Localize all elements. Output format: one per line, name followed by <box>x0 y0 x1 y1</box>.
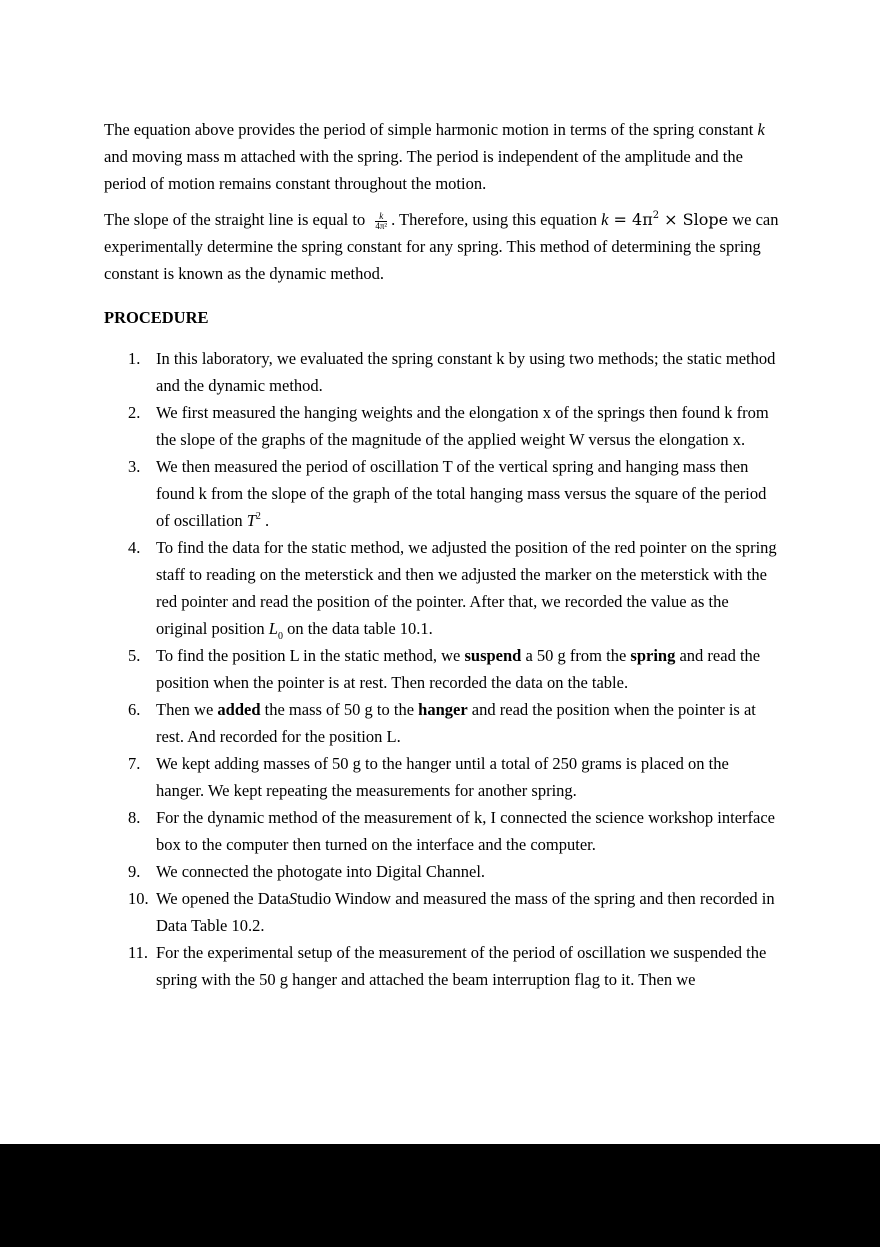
procedure-step-10 <box>104 885 780 939</box>
variable-k: k <box>757 120 765 139</box>
step-text: In this laboratory, we evaluated the spring constant k by using two methods; the static method and the dynamic method. <box>156 349 776 395</box>
step-number: 1. <box>128 349 141 368</box>
paragraph-period-explanation <box>104 116 780 197</box>
step-number: 10. <box>128 889 149 908</box>
step-text: For the dynamic method of the measurement of k, I connected the science workshop interface box to the computer then turned on the interface and the computer. <box>156 808 775 854</box>
variable-L: L <box>268 619 278 638</box>
text: we can experimentally determine the spring constant for any spring. This method of determining the spring constant is known as the dynamic method. <box>104 210 779 283</box>
procedure-step-9 <box>104 858 780 885</box>
page-content <box>104 116 780 993</box>
eq-times: × <box>659 210 683 229</box>
eq-4pi: = 4π <box>608 210 653 229</box>
step-text: For the experimental setup of the measurement of the period of oscillation we suspended the spring with the 50 g hanger and attached the beam interruption flag to it. Then we <box>156 943 767 989</box>
procedure-step-8 <box>104 804 780 858</box>
step-text: We opened the Data <box>156 889 289 908</box>
step-text: a 50 g from the <box>521 646 631 665</box>
procedure-step-7 <box>104 750 780 804</box>
variable-T: T <box>246 511 256 530</box>
step-number: 7. <box>128 754 141 773</box>
bold-text: hanger <box>418 700 468 719</box>
procedure-step-11 <box>104 939 780 993</box>
step-text: Then we <box>156 700 218 719</box>
step-number: 5. <box>128 646 141 665</box>
eq-exponent: 2 <box>652 210 660 221</box>
procedure-step-4 <box>104 534 780 642</box>
procedure-step-5 <box>104 642 780 696</box>
step-text: tudio Window and measured the mass of the spring and then recorded in Data Table 10.2. <box>156 889 775 935</box>
bottom-black-bar <box>0 1144 880 1247</box>
text: The slope of the straight line is equal to <box>104 210 366 229</box>
procedure-step-3 <box>104 453 780 534</box>
step-number: 9. <box>128 862 141 881</box>
fraction-denominator: 4π² <box>375 220 388 231</box>
step-number: 4. <box>128 538 141 557</box>
step-text: To find the data for the static method, we adjusted the position of the red pointer on the spring staff to reading on the meterstick and then we adjusted the marker on the meterstick with the red pointer and read the position of the pointer. After that, we recorded the value as the original position <box>156 538 777 638</box>
bold-text: added <box>217 700 261 719</box>
step-text: We kept adding masses of 50 g to the hanger until a total of 250 grams is placed on the hanger. We kept repeating the measurements for another spring. <box>156 754 729 800</box>
step-number: 8. <box>128 808 141 827</box>
subscript: 0 <box>277 631 283 642</box>
equation <box>608 210 728 229</box>
fraction-k-over-4pi-squared <box>375 212 387 231</box>
bold-text: suspend <box>464 646 522 665</box>
step-text: We then measured the period of oscillation T of the vertical spring and hanging mass then found k from the slope of the graph of the total hanging mass versus the square of the period of oscillation <box>156 457 767 530</box>
step-text: the mass of 50 g to the <box>260 700 419 719</box>
text: The equation above provides the period of simple harmonic motion in terms of the spring constant <box>104 120 758 139</box>
fraction-numerator: k <box>375 212 387 222</box>
text: . Therefore, using this equation <box>391 210 602 229</box>
step-text: and read the position when the pointer is at rest. And recorded for the position L. <box>156 700 756 746</box>
step-number: 2. <box>128 403 141 422</box>
bold-text: spring <box>630 646 676 665</box>
procedure-step-6 <box>104 696 780 750</box>
paragraph-slope-explanation <box>104 206 780 287</box>
step-number: 11. <box>128 943 149 962</box>
exponent: 2 <box>255 511 261 522</box>
step-number: 6. <box>128 700 141 719</box>
text: and moving mass m attached with the spring. The period is independent of the amplitude and the period of motion remains constant throughout the motion. <box>104 147 743 193</box>
step-text: . <box>260 511 270 530</box>
step-text: To find the position L in the static method, we <box>156 646 465 665</box>
step-text: and read the position when the pointer is at rest. Then recorded the data on the table. <box>156 646 761 692</box>
step-number: 3. <box>128 457 141 476</box>
procedure-step-2 <box>104 399 780 453</box>
procedure-list <box>104 345 780 993</box>
step-text: on the data table 10.1. <box>282 619 433 638</box>
procedure-step-1 <box>104 345 780 399</box>
procedure-heading: PROCEDURE <box>104 308 209 327</box>
step-text: We first measured the hanging weights and the elongation x of the springs then found k from the slope of the graphs of the magnitude of the applied weight W versus the elongation x. <box>156 403 769 449</box>
italic-text: S <box>288 889 298 908</box>
eq-slope: Slope <box>682 210 729 229</box>
step-text: We connected the photogate into Digital Channel. <box>156 862 486 881</box>
variable-k: k <box>601 210 609 229</box>
